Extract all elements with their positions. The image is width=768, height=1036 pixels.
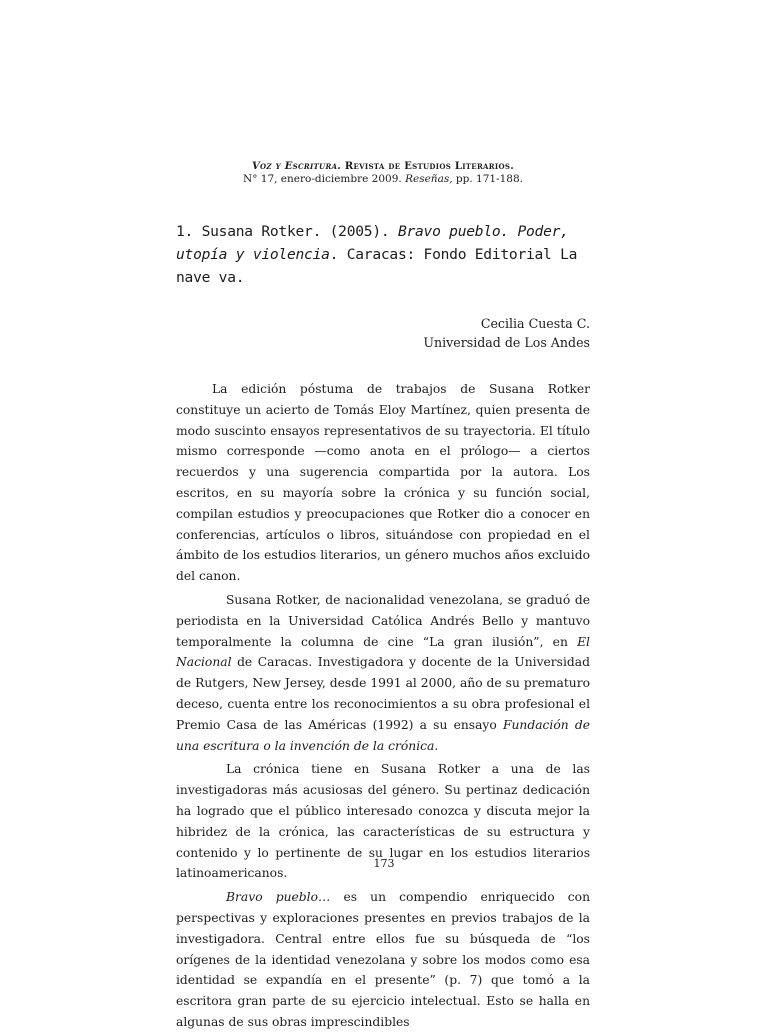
book-title: Bravo pueblo. Poder, utopía y violencia bbox=[176, 223, 569, 263]
paragraph-1: La edición póstuma de trabajos de Susana Rotker constituye un acierto de Tomás Eloy Martínez, quien presenta de modo suscinto ensayos representativos de su trayectoria. El título mismo corresponde —como anota en el prólogo— a ciertos recuerdos y una sugerencia compartida por la autora. Los escritos, en su mayoría sobre la crónica y su función social, compilan estudios y preocupaciones que Rotker dio a conocer en conferencias, artículos o libros, situándose con propiedad en el ámbito de los estudios literarios, un género muchos años excluido del canon. bbox=[176, 382, 590, 584]
reviewer-affiliation: Universidad de Los Andes bbox=[423, 335, 590, 350]
essay-title: Fundación de una escritura o la invención de la crónica. bbox=[176, 717, 590, 753]
reviewer-name: Cecilia Cuesta C. bbox=[480, 316, 590, 331]
review-title bbox=[176, 220, 590, 289]
newspaper-name: El Nacional bbox=[176, 634, 590, 670]
paragraph-2-text-b: de Caracas. Investigadora y docente de la Universidad de Rutgers, New Jersey, desde 1991 al 2000, año de su prematuro deceso, cuenta entre los reconocimientos a su obra profesional el Premio Casa de las Américas (1992) a su ensayo bbox=[176, 655, 590, 732]
journal-subtitle: Revista de Estudios Literarios. bbox=[344, 161, 515, 172]
review-body bbox=[176, 379, 590, 1033]
issue-info: N° 17, enero-diciembre 2009. bbox=[243, 173, 406, 185]
book-publisher: . Caracas: Fondo Editorial La nave va. bbox=[176, 246, 578, 286]
page-content bbox=[176, 160, 590, 1036]
journal-title-line bbox=[176, 160, 590, 173]
review-author-year: 1. Susana Rotker. (2005). bbox=[176, 223, 398, 240]
paragraph-4-book-title: Bravo pueblo… bbox=[226, 890, 331, 905]
paragraph-2 bbox=[176, 590, 590, 756]
paragraph-2-text-a: Susana Rotker, de nacionalidad venezolana, se graduó de periodista en la Universidad Católica Andrés Bello y mantuvo temporalmente la columna de cine “La gran ilusión”, en bbox=[176, 592, 590, 649]
paragraph-4 bbox=[176, 887, 590, 1033]
page-number: 173 bbox=[373, 857, 395, 870]
issue-line bbox=[176, 173, 590, 186]
issue-section: Reseñas, bbox=[405, 173, 453, 185]
paragraph-3: La crónica tiene en Susana Rotker a una de las investigadoras más acusiosas del género. Su pertinaz dedicación ha logrado que el público interesado conozca y discuta mejor la hibridez de la crónica, las características de su estructura y contenido y lo pertinente de su lugar en los estudios literarios latinoamericanos. bbox=[176, 762, 590, 881]
journal-name: Voz y Escritura. bbox=[251, 161, 342, 172]
issue-pages: pp. 171-188. bbox=[452, 173, 523, 185]
journal-header bbox=[176, 160, 590, 186]
paragraph-4-text: es un compendio enriquecido con perspectivas y exploraciones presentes en previos trabajos de la investigadora. Central entre ellos fue su búsqueda de “los orígenes de la identidad venezolana y sobre los modos como esa identidad se expandía en el presente” (p. 7) que tomó a la escritora gran parte de su ejercicio intelectual. Esto se halla en algunas de sus obras imprescindibles bbox=[176, 890, 590, 1029]
reviewer-block bbox=[176, 314, 590, 352]
